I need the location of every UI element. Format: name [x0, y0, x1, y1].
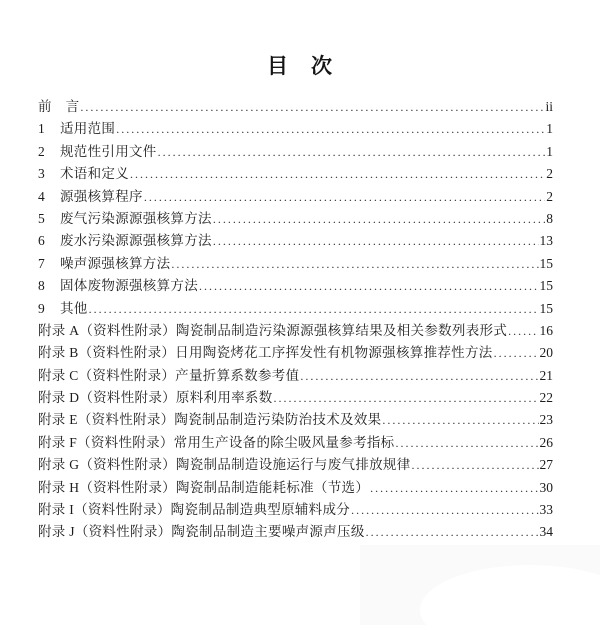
toc-entry-page: 22: [539, 390, 553, 406]
toc-entry-label: 适用范围: [60, 121, 116, 137]
toc-entry-label: 废水污染源源强核算方法: [60, 233, 212, 249]
dot-leader: [144, 189, 545, 205]
toc-entry-page: 13: [539, 233, 553, 249]
toc-entry-label: 规范性引用文件: [60, 143, 157, 159]
toc-entry: [38, 185, 553, 207]
toc-entry: [38, 207, 553, 229]
toc-entry: [38, 408, 553, 430]
toc-entry-page: 16: [539, 322, 553, 338]
toc-entry-page: 20: [539, 345, 553, 361]
toc-entry-page: 2: [546, 188, 553, 204]
scan-smudge-highlight: [420, 565, 600, 625]
dot-leader: [199, 278, 539, 294]
toc-entry-label: 固体废物源强核算方法: [60, 278, 198, 294]
toc-entry-label: 术语和定义: [60, 166, 129, 182]
toc-entry-page: 34: [539, 524, 553, 540]
toc-entry: [38, 319, 553, 341]
dot-leader: [351, 502, 538, 518]
table-of-contents: [38, 95, 553, 543]
toc-entry-page: 15: [539, 278, 553, 294]
dot-leader: [370, 480, 538, 496]
toc-entry-number: 7: [38, 255, 45, 271]
dot-leader: [412, 457, 539, 473]
toc-entry: [38, 520, 553, 542]
toc-entry: [38, 274, 553, 296]
dot-leader: [89, 301, 539, 317]
toc-entry-label: 附录 H（资料性附录）陶瓷制品制造能耗标准（节选）: [38, 479, 370, 495]
toc-entry-label: 附录 D（资料性附录）原料利用率系数: [38, 390, 273, 406]
toc-entry-page: 1: [546, 121, 553, 137]
toc-entry-number: 1: [38, 121, 45, 137]
dot-leader: [130, 166, 545, 182]
toc-entry-page: 8: [546, 210, 553, 226]
toc-entry-page: 27: [539, 457, 553, 473]
dot-leader: [508, 323, 538, 339]
toc-entry-page: 30: [539, 479, 553, 495]
toc-entry: [38, 341, 553, 363]
dot-leader: [213, 211, 545, 227]
toc-entry-page: 15: [539, 300, 553, 316]
toc-entry-label: 附录 E（资料性附录）陶瓷制品制造污染防治技术及效果: [38, 412, 382, 428]
toc-entry-label: 噪声源强核算方法: [60, 255, 171, 271]
toc-entry: [38, 252, 553, 274]
toc-entry-page: 1: [546, 143, 553, 159]
toc-entry: [38, 476, 553, 498]
dot-leader: [366, 524, 539, 540]
toc-entry-label: 其他: [60, 300, 88, 316]
toc-entry: [38, 117, 553, 139]
toc-entry: [38, 498, 553, 520]
toc-entry: [38, 162, 553, 184]
dot-leader: [395, 435, 538, 451]
toc-entry: [38, 95, 553, 117]
page-title: 目 次: [267, 54, 333, 78]
toc-entry-page: ii: [545, 99, 553, 114]
toc-entry-label: 附录 A（资料性附录）陶瓷制品制造污染源源强核算结果及相关参数列表形式: [38, 322, 508, 338]
toc-entry-page: 21: [539, 367, 553, 383]
dot-leader: [494, 345, 539, 361]
toc-entry: [38, 431, 553, 453]
scan-smudge: [360, 545, 600, 625]
toc-entry: [38, 297, 553, 319]
toc-entry-label: 附录 I（资料性附录）陶瓷制品制造典型原辅料成分: [38, 502, 351, 518]
dot-leader: [300, 368, 538, 384]
toc-entry-label: 附录 B（资料性附录）日用陶瓷烤花工序挥发性有机物源强核算推荐性方法: [38, 345, 493, 361]
toc-entry-number: 8: [38, 278, 45, 294]
dot-leader: [171, 256, 538, 272]
toc-entry-number: 9: [38, 300, 45, 316]
dot-leader: [116, 121, 545, 137]
toc-entry-page: 33: [539, 502, 553, 518]
dot-leader: [158, 144, 546, 160]
toc-entry-number: 5: [38, 210, 45, 226]
toc-entry-page: 23: [539, 412, 553, 428]
toc-entry-label: 源强核算程序: [60, 188, 143, 204]
toc-entry-label: 附录 G（资料性附录）陶瓷制品制造设施运行与废气排放规律: [38, 457, 411, 473]
toc-entry-label: 废气污染源源强核算方法: [60, 210, 212, 226]
toc-entry: [38, 386, 553, 408]
dot-leader: [213, 233, 539, 249]
toc-entry-number: 2: [38, 143, 45, 159]
toc-entry: [38, 453, 553, 475]
toc-entry: [38, 229, 553, 251]
dot-leader: [80, 99, 544, 115]
toc-entry: [38, 364, 553, 386]
dot-leader: [382, 412, 538, 428]
toc-entry-page: 26: [539, 434, 553, 450]
toc-entry-number: 4: [38, 188, 45, 204]
dot-leader: [274, 390, 539, 406]
toc-entry-page: 15: [539, 255, 553, 271]
toc-entry: [38, 140, 553, 162]
toc-entry-label: 前 言: [38, 99, 80, 114]
toc-entry-label: 附录 J（资料性附录）陶瓷制品制造主要噪声源声压级: [38, 524, 365, 540]
toc-entry-number: 3: [38, 166, 45, 182]
toc-entry-number: 6: [38, 233, 45, 249]
toc-entry-label: 附录 C（资料性附录）产量折算系数参考值: [38, 367, 300, 383]
toc-entry-page: 2: [546, 166, 553, 182]
toc-entry-label: 附录 F（资料性附录）常用生产设备的除尘吸风量参考指标: [38, 434, 395, 450]
